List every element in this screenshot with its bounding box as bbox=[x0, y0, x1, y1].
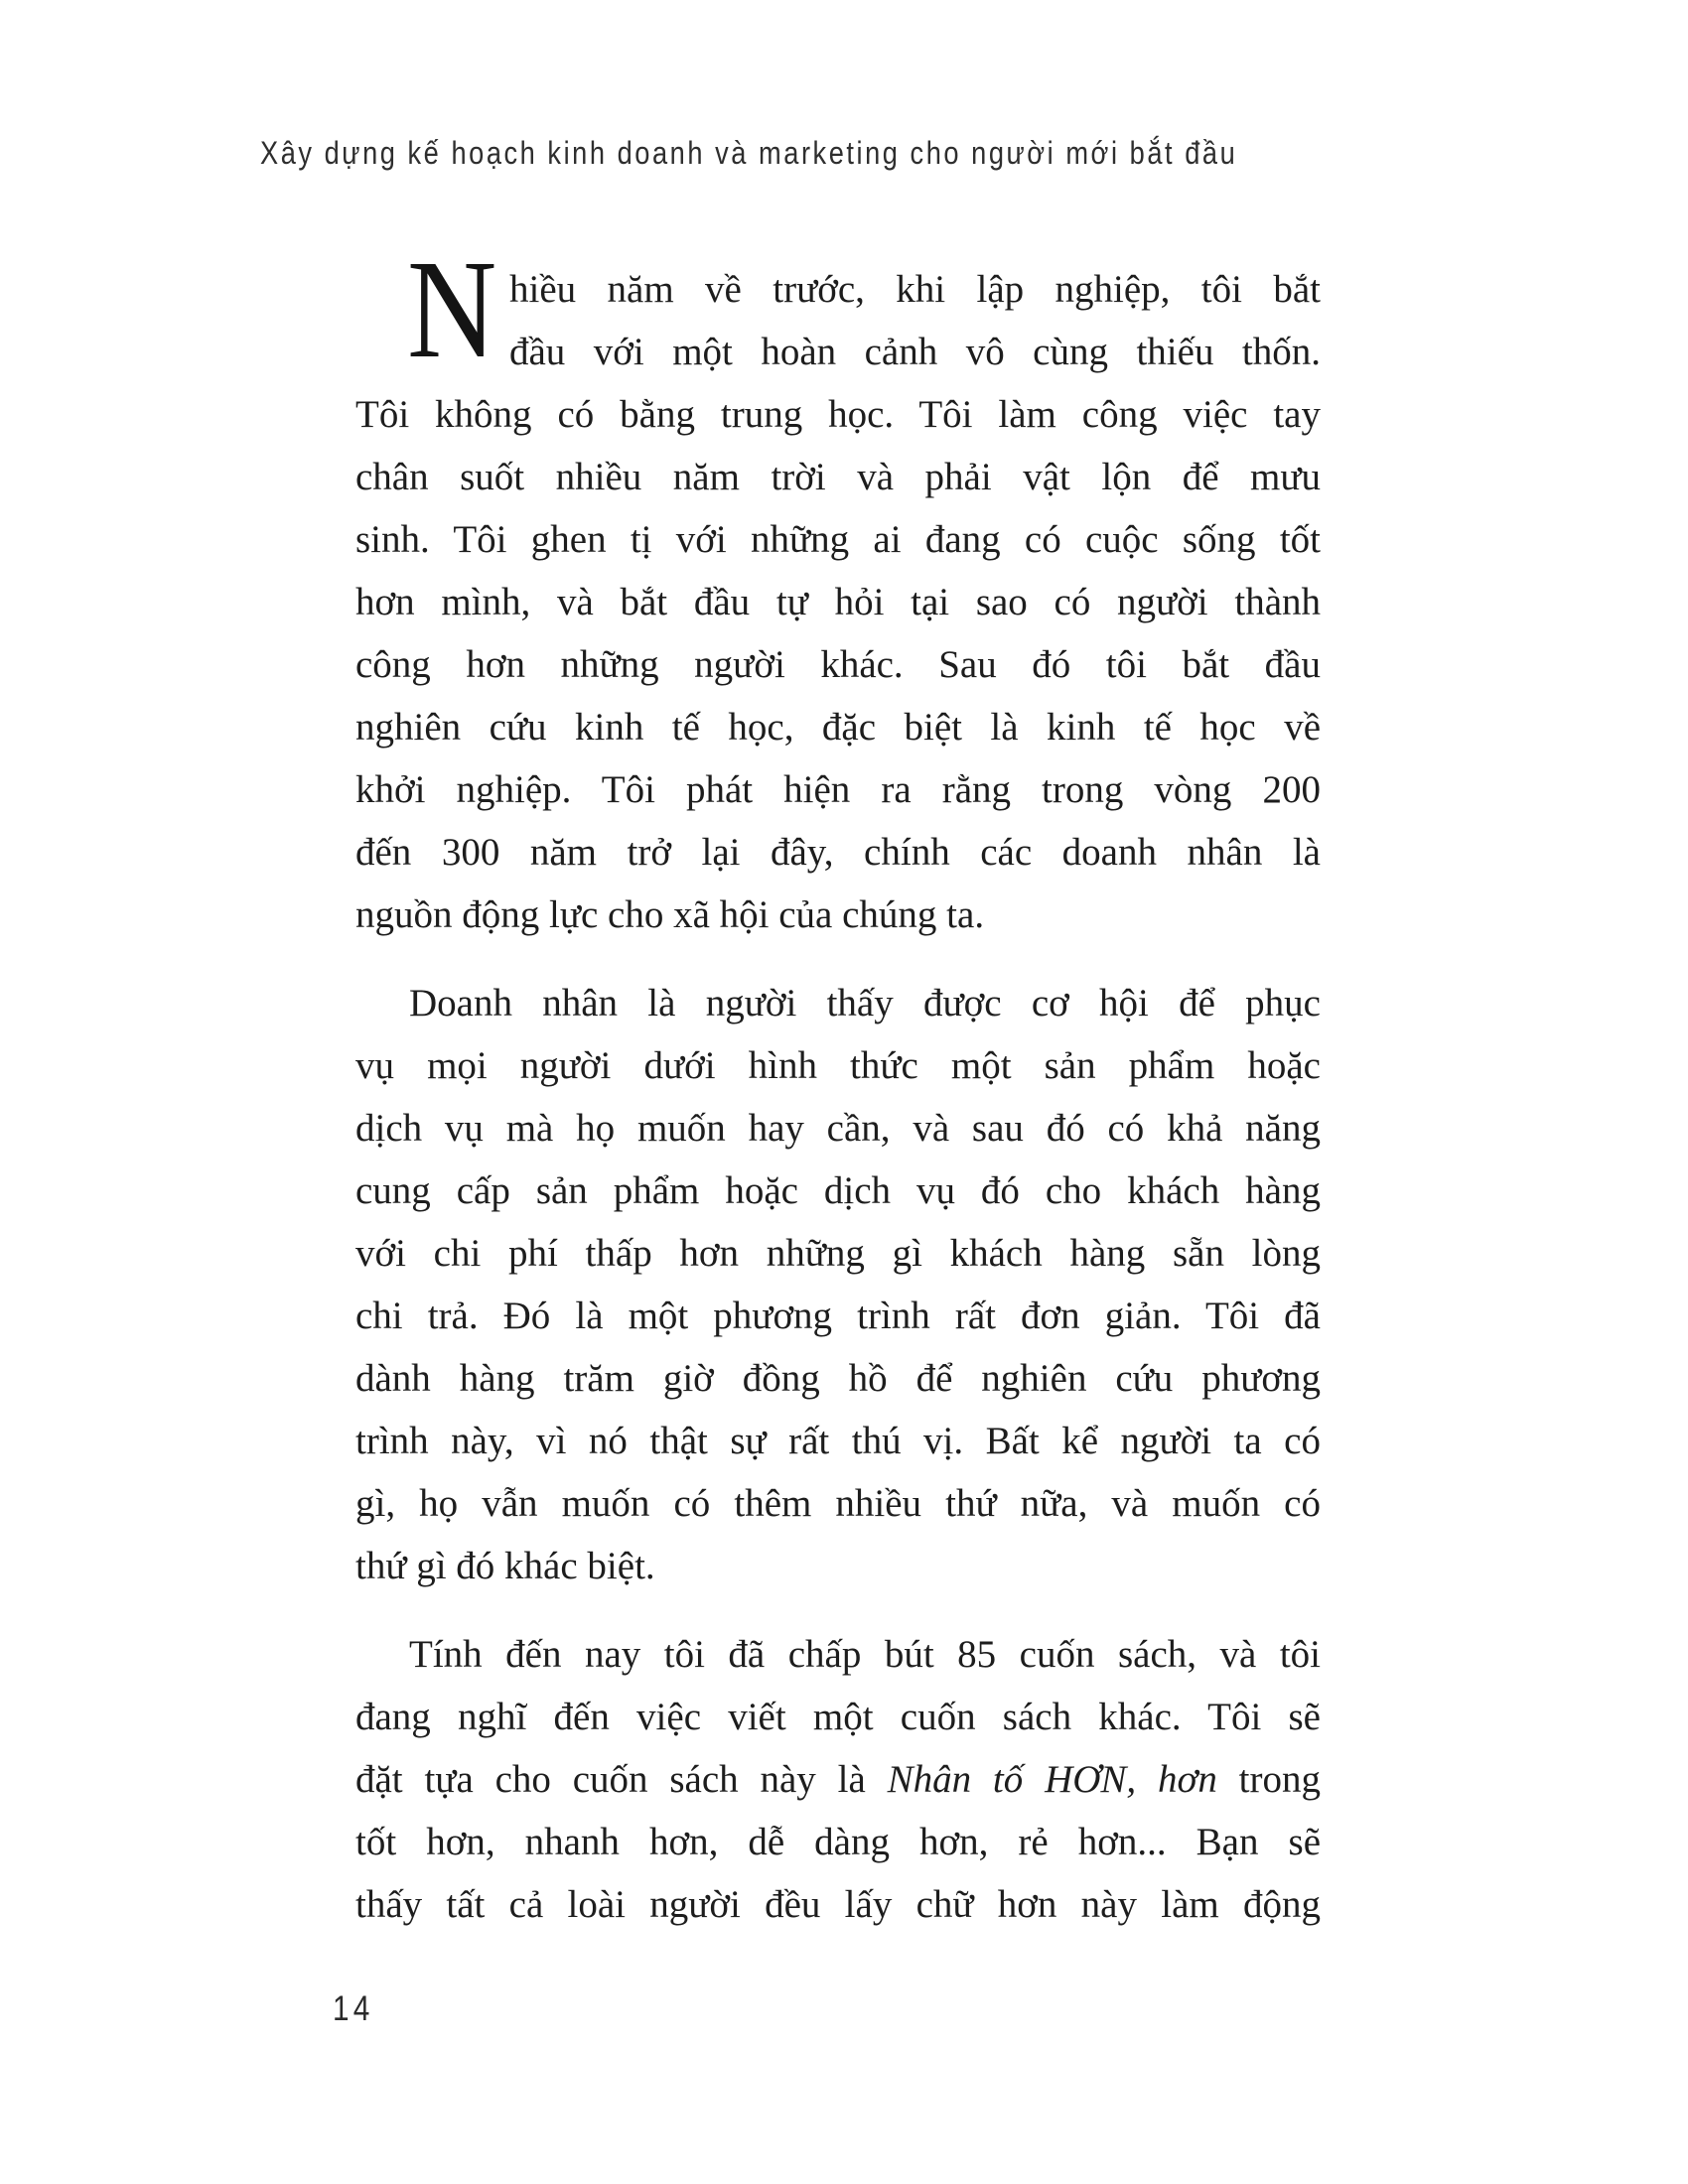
page-number: 14 bbox=[333, 1989, 374, 2028]
text-line bbox=[355, 758, 1321, 821]
text-segment: hơn mình, và bắt đầu tự hỏi tại sao có người thành bbox=[355, 581, 1321, 623]
text-segment: dịch vụ mà họ muốn hay cần, và sau đó có khả năng bbox=[355, 1107, 1321, 1150]
text-line bbox=[355, 1034, 1321, 1097]
text-line bbox=[355, 1222, 1321, 1285]
text-line bbox=[355, 1873, 1321, 1936]
text-line bbox=[355, 1347, 1321, 1410]
text-line bbox=[355, 821, 1321, 884]
text-line bbox=[355, 1535, 1321, 1597]
text-segment: trong bbox=[1216, 1758, 1321, 1801]
page-body bbox=[355, 230, 1321, 1936]
text-segment: công hơn những người khác. Sau đó tôi bắt đầu bbox=[355, 643, 1321, 686]
text-segment: khởi nghiệp. Tôi phát hiện ra rằng trong vòng 200 bbox=[355, 768, 1321, 811]
text-segment: vụ mọi người dưới hình thức một sản phẩm hoặc bbox=[355, 1044, 1321, 1087]
text-line bbox=[355, 383, 1321, 446]
text-segment: đến 300 năm trở lại đây, chính các doanh nhân là bbox=[355, 831, 1321, 874]
text-segment: cung cấp sản phẩm hoặc dịch vụ đó cho khách hàng bbox=[355, 1169, 1321, 1212]
text-line bbox=[355, 1472, 1321, 1535]
text-segment: đang nghĩ đến việc viết một cuốn sách khác. Tôi sẽ bbox=[355, 1696, 1321, 1738]
text-line bbox=[355, 571, 1321, 633]
text-segment: nghiên cứu kinh tế học, đặc biệt là kinh tế học về bbox=[355, 706, 1321, 749]
drop-cap: N bbox=[407, 230, 497, 387]
text-line bbox=[355, 633, 1321, 696]
text-segment: chân suốt nhiều năm trời và phải vật lộn để mưu bbox=[355, 456, 1321, 498]
text-line bbox=[355, 696, 1321, 758]
italic-text: Nhân tố HƠN, hơn bbox=[887, 1758, 1217, 1801]
text-segment: Doanh nhân là người thấy được cơ hội để phục bbox=[409, 982, 1321, 1024]
text-line bbox=[355, 1285, 1321, 1347]
running-header: Xây dựng kế hoạch kinh doanh và marketing cho người mới bắt đầu bbox=[260, 135, 1238, 171]
paragraph bbox=[355, 1623, 1321, 1936]
text-line bbox=[355, 1410, 1321, 1472]
text-line bbox=[355, 972, 1321, 1034]
text-line bbox=[509, 321, 1321, 383]
text-line bbox=[355, 884, 1321, 946]
text-segment: nguồn động lực cho xã hội của chúng ta. bbox=[355, 893, 985, 936]
text-line bbox=[509, 258, 1321, 321]
text-line bbox=[355, 1160, 1321, 1222]
text-segment: hiều năm về trước, khi lập nghiệp, tôi bắt bbox=[509, 268, 1321, 311]
text-segment: Tính đến nay tôi đã chấp bút 85 cuốn sách, và tôi bbox=[409, 1633, 1321, 1676]
text-segment: trình này, vì nó thật sự rất thú vị. Bất kể người ta có bbox=[355, 1420, 1321, 1462]
paragraph bbox=[355, 230, 1321, 946]
text-segment: gì, họ vẫn muốn có thêm nhiều thứ nữa, và muốn có bbox=[355, 1482, 1321, 1525]
text-line bbox=[355, 508, 1321, 571]
text-line bbox=[355, 1623, 1321, 1686]
text-segment: đầu với một hoàn cảnh vô cùng thiếu thốn. bbox=[509, 331, 1321, 373]
text-segment: Tôi không có bằng trung học. Tôi làm công việc tay bbox=[355, 393, 1321, 436]
text-line bbox=[355, 446, 1321, 508]
text-segment: dành hàng trăm giờ đồng hồ để nghiên cứu phương bbox=[355, 1357, 1321, 1400]
text-segment: thấy tất cả loài người đều lấy chữ hơn này làm động bbox=[355, 1883, 1321, 1926]
text-segment: đặt tựa cho cuốn sách này là bbox=[355, 1758, 888, 1801]
text-segment: tốt hơn, nhanh hơn, dễ dàng hơn, rẻ hơn... Bạn sẽ bbox=[355, 1821, 1321, 1863]
text-segment: thứ gì đó khác biệt. bbox=[355, 1545, 655, 1587]
text-line bbox=[355, 1811, 1321, 1873]
text-line bbox=[355, 1748, 1321, 1811]
text-segment: sinh. Tôi ghen tị với những ai đang có cuộc sống tốt bbox=[355, 518, 1321, 561]
paragraph bbox=[355, 972, 1321, 1597]
text-segment: với chi phí thấp hơn những gì khách hàng sẵn lòng bbox=[355, 1232, 1321, 1275]
text-line bbox=[355, 1686, 1321, 1748]
text-segment: chi trả. Đó là một phương trình rất đơn giản. Tôi đã bbox=[355, 1295, 1321, 1337]
text-line bbox=[355, 1097, 1321, 1160]
